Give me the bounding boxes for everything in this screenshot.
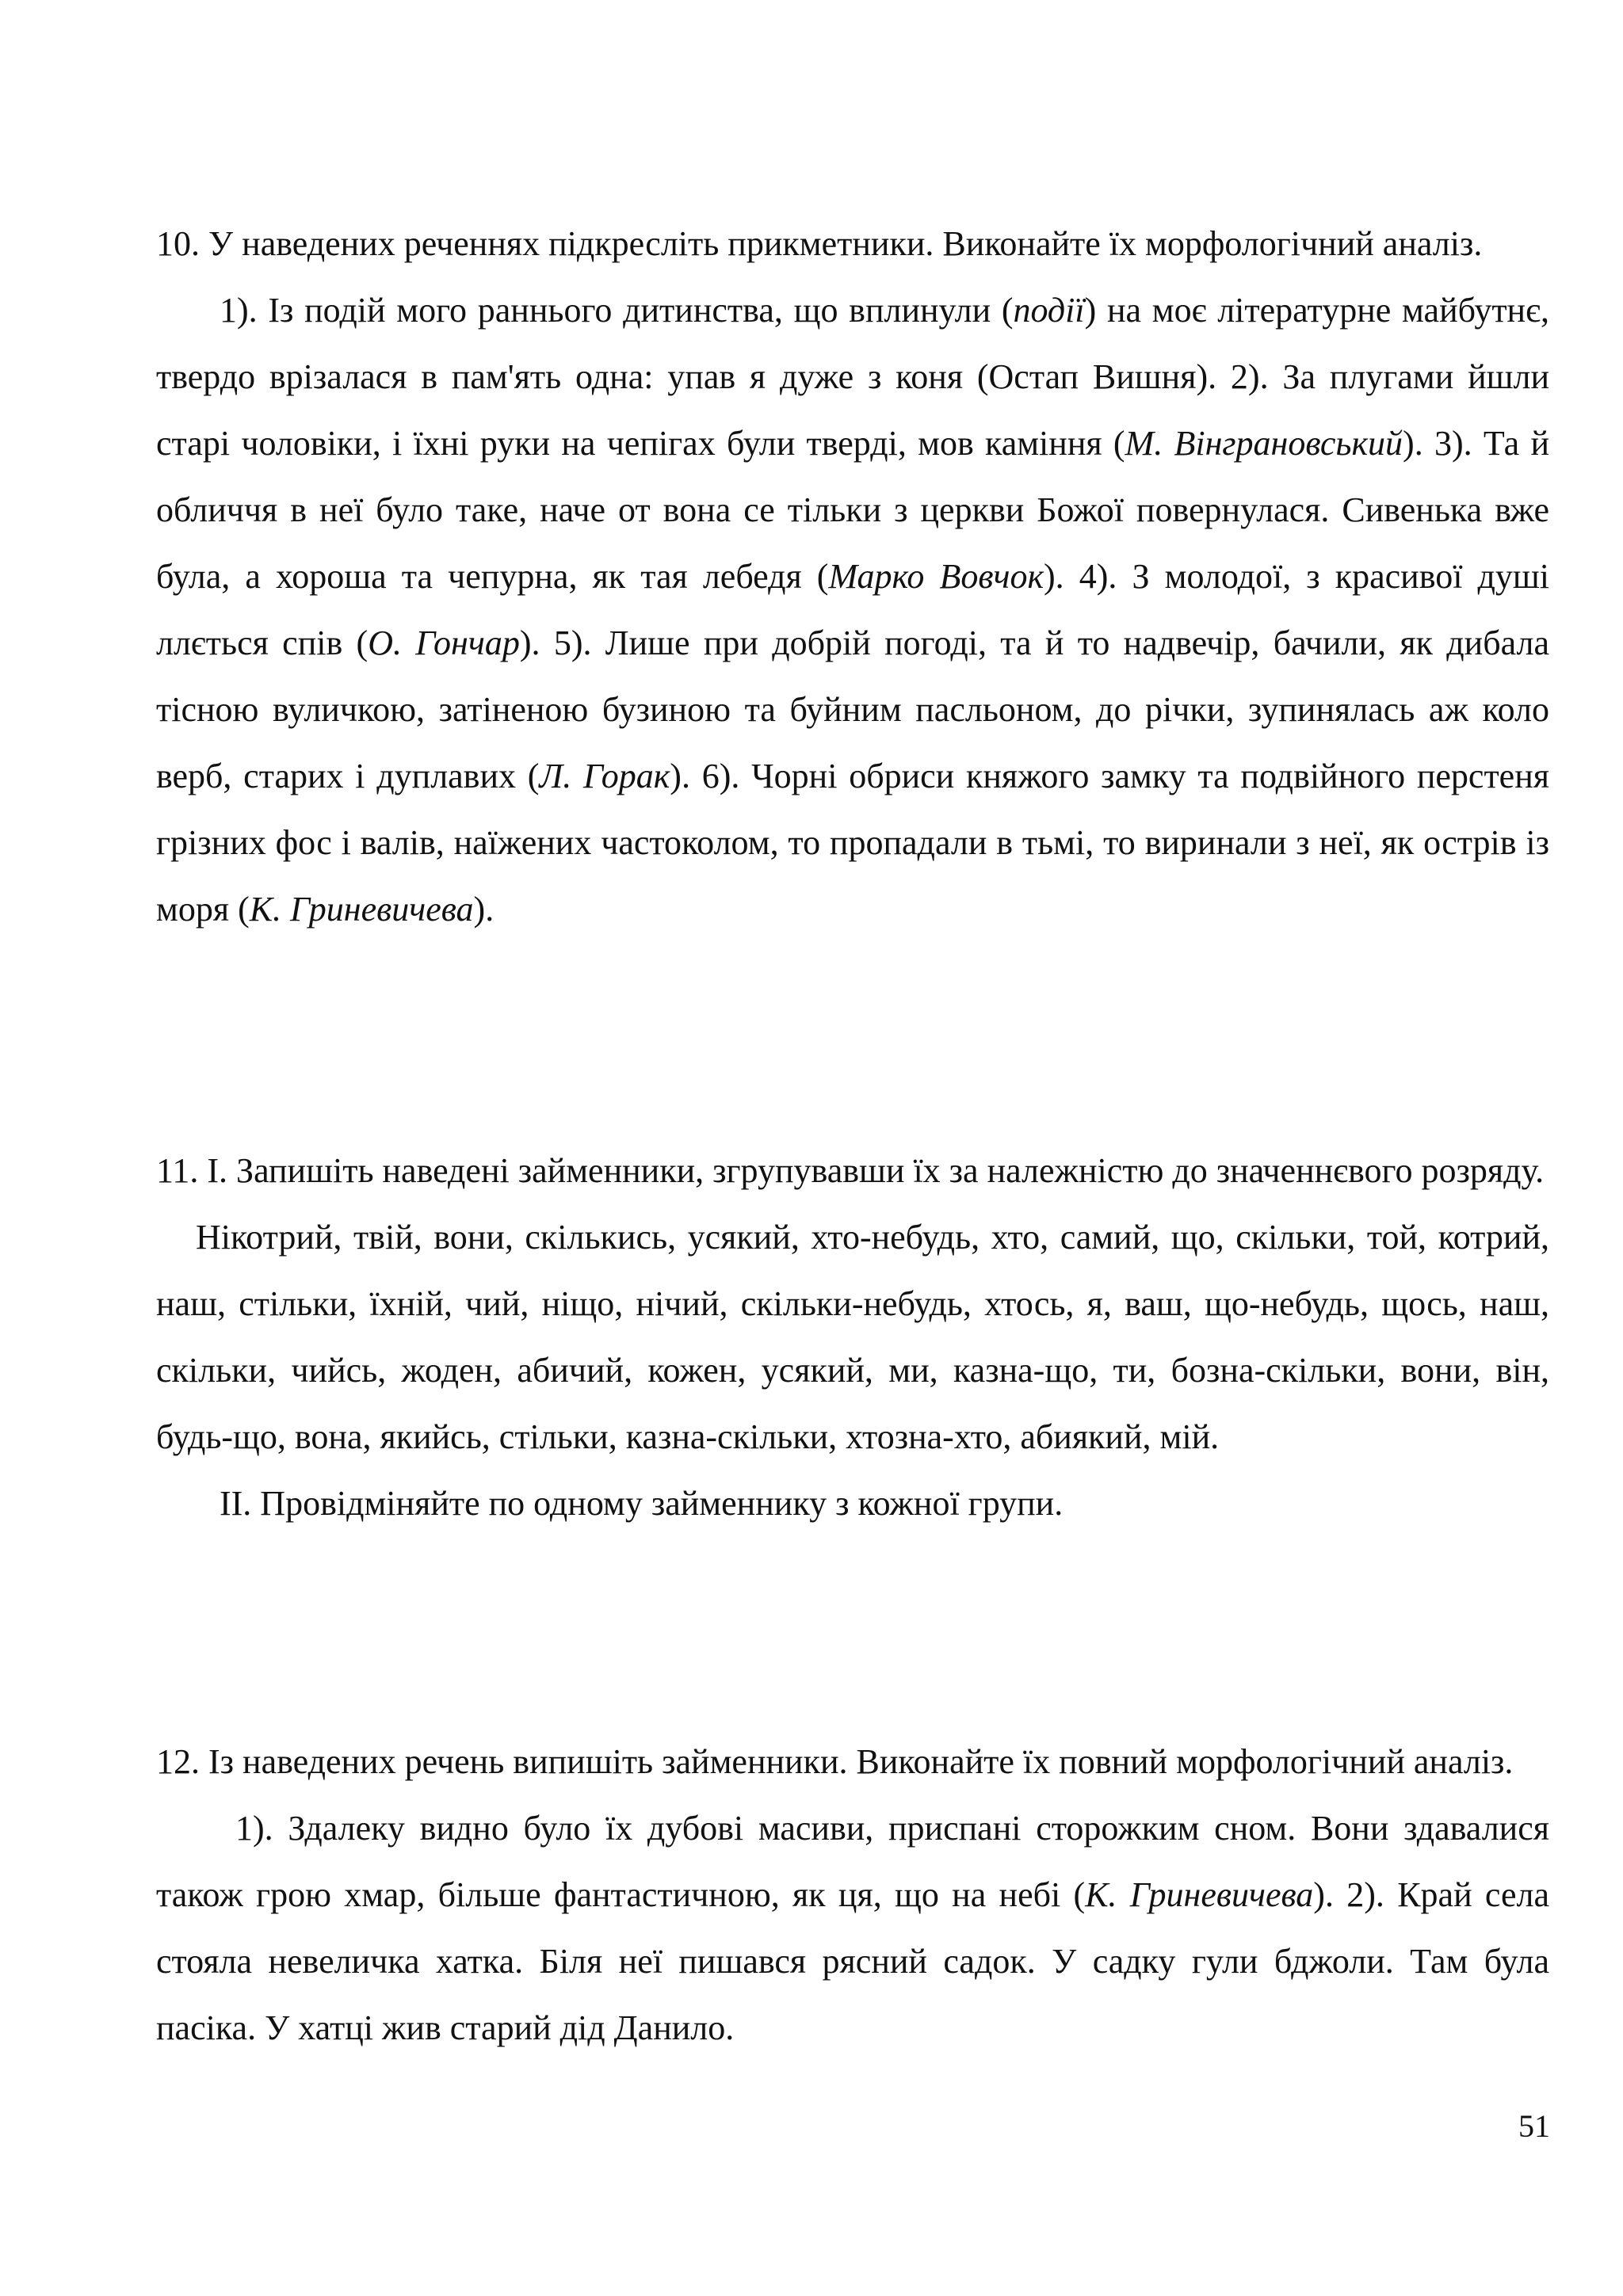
page-number: 51	[1518, 2108, 1550, 2144]
task-11	[156, 1138, 1549, 1537]
task-12-text: 1). Здалеку видно було їх дубові масиви, приспані сторожким сном. Вони здавалися також грою хмар, більше фантастичною, як ця, що на небі (К. Гриневичева). 2). Край села стояла невеличка хатка. Біля неї пишався рясний садок. У садку гули бджоли. Там була пасіка. У хатці жив старий дід Данило.	[156, 1809, 1549, 2047]
source-citation: К. Гриневичева	[249, 890, 474, 929]
source-citation: Марко Вовчок	[828, 557, 1044, 596]
task-10-heading: 10. У наведених реченнях підкресліть прикметники. Виконайте їх морфологічний аналіз.	[156, 224, 1483, 263]
task-10-text: 1). Із подій мого раннього дитинства, що вплинули (події) на моє літературне майбутнє, твердо врізалася в пам'ять одна: упав я дуже з коня (Остап Вишня). 2). За плугами йшли старі чоловіки, і їхні руки на чепігах були тверді, мов каміння (М. Вінграновський). 3). Та й обличчя в неї було таке, наче от вона се тільки з церкви Божої повернулася. Сивенька вже була, а хороша та чепурна, як тая лебедя (Марко Вовчок). 4). З молодої, з красивої душі ллється спів (О. Гончар). 5). Лише при добрій погоді, та й то надвечір, бачили, як дибала тісною вуличкою, затіненою бузиною та буйним пасльоном, до річки, зупинялась аж коло верб, старих і дуплавих (Л. Горак). 6). Чорні обриси княжого замку та подвійного перстеня грізних фос і валів, наїжених частоколом, то пропадали в тьмі, то виринали з неї, як острів із моря (К. Гриневичева).	[156, 291, 1550, 929]
source-citation: О. Гончар	[368, 624, 520, 662]
source-citation: М. Вінграновський	[1125, 424, 1403, 463]
source-citation: Л. Горак	[539, 757, 670, 795]
source-citation: К. Гриневичева	[1085, 1875, 1314, 1914]
task-12	[156, 1729, 1549, 2061]
source-citation: події	[1013, 291, 1085, 330]
task-12-heading: 12. Із наведених речень випишіть займенники. Виконайте їх повний морфологічний аналіз.	[156, 1742, 1514, 1781]
task-11-part-2: ІІ. Провідміняйте по одному займеннику з кожної групи.	[220, 1484, 1064, 1523]
task-11-heading: 11. І. Запишіть наведені займенники, згрупувавши їх за належністю до значеннєвого розряду.	[156, 1151, 1545, 1190]
task-10	[156, 211, 1549, 943]
task-11-pronoun-list: Нікотрий, твій, вони, скількись, усякий, хто-небудь, хто, самий, що, скільки, той, котрий, наш, стільки, їхній, чий, ніщо, нічий, скільки-небудь, хтось, я, ваш, що-небудь, щось, наш, скільки, чийсь, жоден, абичий, кожен, усякий, ми, казна-що, ти, бозна-скільки, вони, він, будь-що, вона, якийсь, стільки, казна-скільки, хтозна-хто, абиякий, мій.	[156, 1218, 1549, 1456]
